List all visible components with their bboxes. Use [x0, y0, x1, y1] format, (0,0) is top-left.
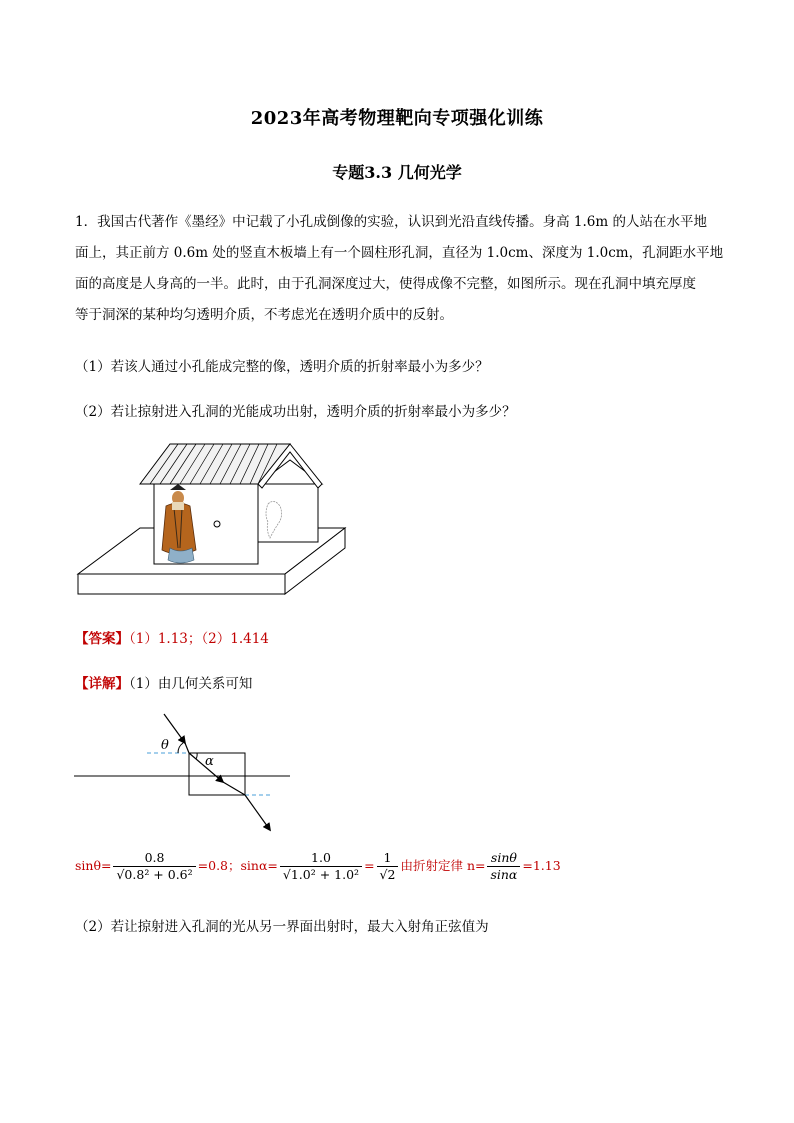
- question-1: （1）若该人通过小孔能成完整的像，透明介质的折射率最小为多少？: [75, 359, 489, 375]
- section-subtitle: 专题3.3 几何光学: [332, 163, 462, 182]
- theta-label: θ: [161, 738, 169, 753]
- explanation-line: [75, 672, 252, 692]
- fraction-3-num: 1: [377, 850, 399, 867]
- explanation-tag: 【详解】: [75, 676, 129, 692]
- refraction-diagram: [72, 710, 297, 838]
- fraction-4-den: sinα: [490, 867, 518, 882]
- answer-tag: 【答案】: [75, 631, 129, 647]
- page-title: 2023年高考物理靶向专项强化训练: [250, 108, 544, 129]
- problem-line-2: 面上，其正前方 0.6m 处的竖直木板墙上有一个圆柱形孔洞，直径为 1.0cm、深度为 1.0cm，孔洞距水平地: [75, 245, 724, 261]
- formula-line: [75, 850, 775, 890]
- sin-alpha-label: sinα=: [240, 858, 278, 873]
- fraction-1-den: √0.8² + 0.6²: [116, 867, 193, 882]
- alpha-label: α: [205, 754, 214, 769]
- n-result: =1.13: [522, 858, 561, 873]
- house-illustration: [70, 438, 355, 600]
- equals-sign: =: [364, 858, 375, 873]
- explanation-part-2: （2）若让掠射进入孔洞的光从另一界面出射时，最大入射角正弦值为: [75, 919, 489, 935]
- sin-theta-result: =0.8；: [197, 858, 241, 873]
- refraction-law-text: 由折射定律 n=: [400, 858, 486, 873]
- explanation-text: （1）由几何关系可知: [129, 676, 253, 692]
- fraction-2-num: 1.0: [280, 850, 362, 867]
- fraction-1: [113, 850, 195, 883]
- fraction-3-den: √2: [379, 867, 396, 882]
- fraction-4-num: sinθ: [487, 850, 520, 867]
- answer-line: [75, 627, 269, 647]
- fraction-2: [280, 850, 362, 883]
- problem-line-1: 1．我国古代著作《墨经》中记载了小孔成倒像的实验，认识到光沿直线传播。身高 1.6m 的人站在水平地: [75, 214, 707, 230]
- question-2: （2）若让掠射进入孔洞的光能成功出射，透明介质的折射率最小为多少？: [75, 404, 516, 420]
- answer-text: （1）1.13；（2）1.414: [129, 631, 269, 647]
- fraction-1-num: 0.8: [113, 850, 195, 867]
- fraction-4: [487, 850, 520, 883]
- sin-theta-label: sinθ=: [75, 858, 112, 873]
- problem-line-4: 等于洞深的某种均匀透明介质，不考虑光在透明介质中的反射。: [75, 307, 453, 323]
- fraction-3: [377, 850, 399, 883]
- problem-statement: [75, 207, 725, 331]
- problem-line-3: 面的高度是人身高的一半。此时，由于孔洞深度过大，使得成像不完整，如图所示。现在孔洞中填充厚度: [75, 276, 696, 292]
- fraction-2-den: √1.0² + 1.0²: [282, 867, 360, 882]
